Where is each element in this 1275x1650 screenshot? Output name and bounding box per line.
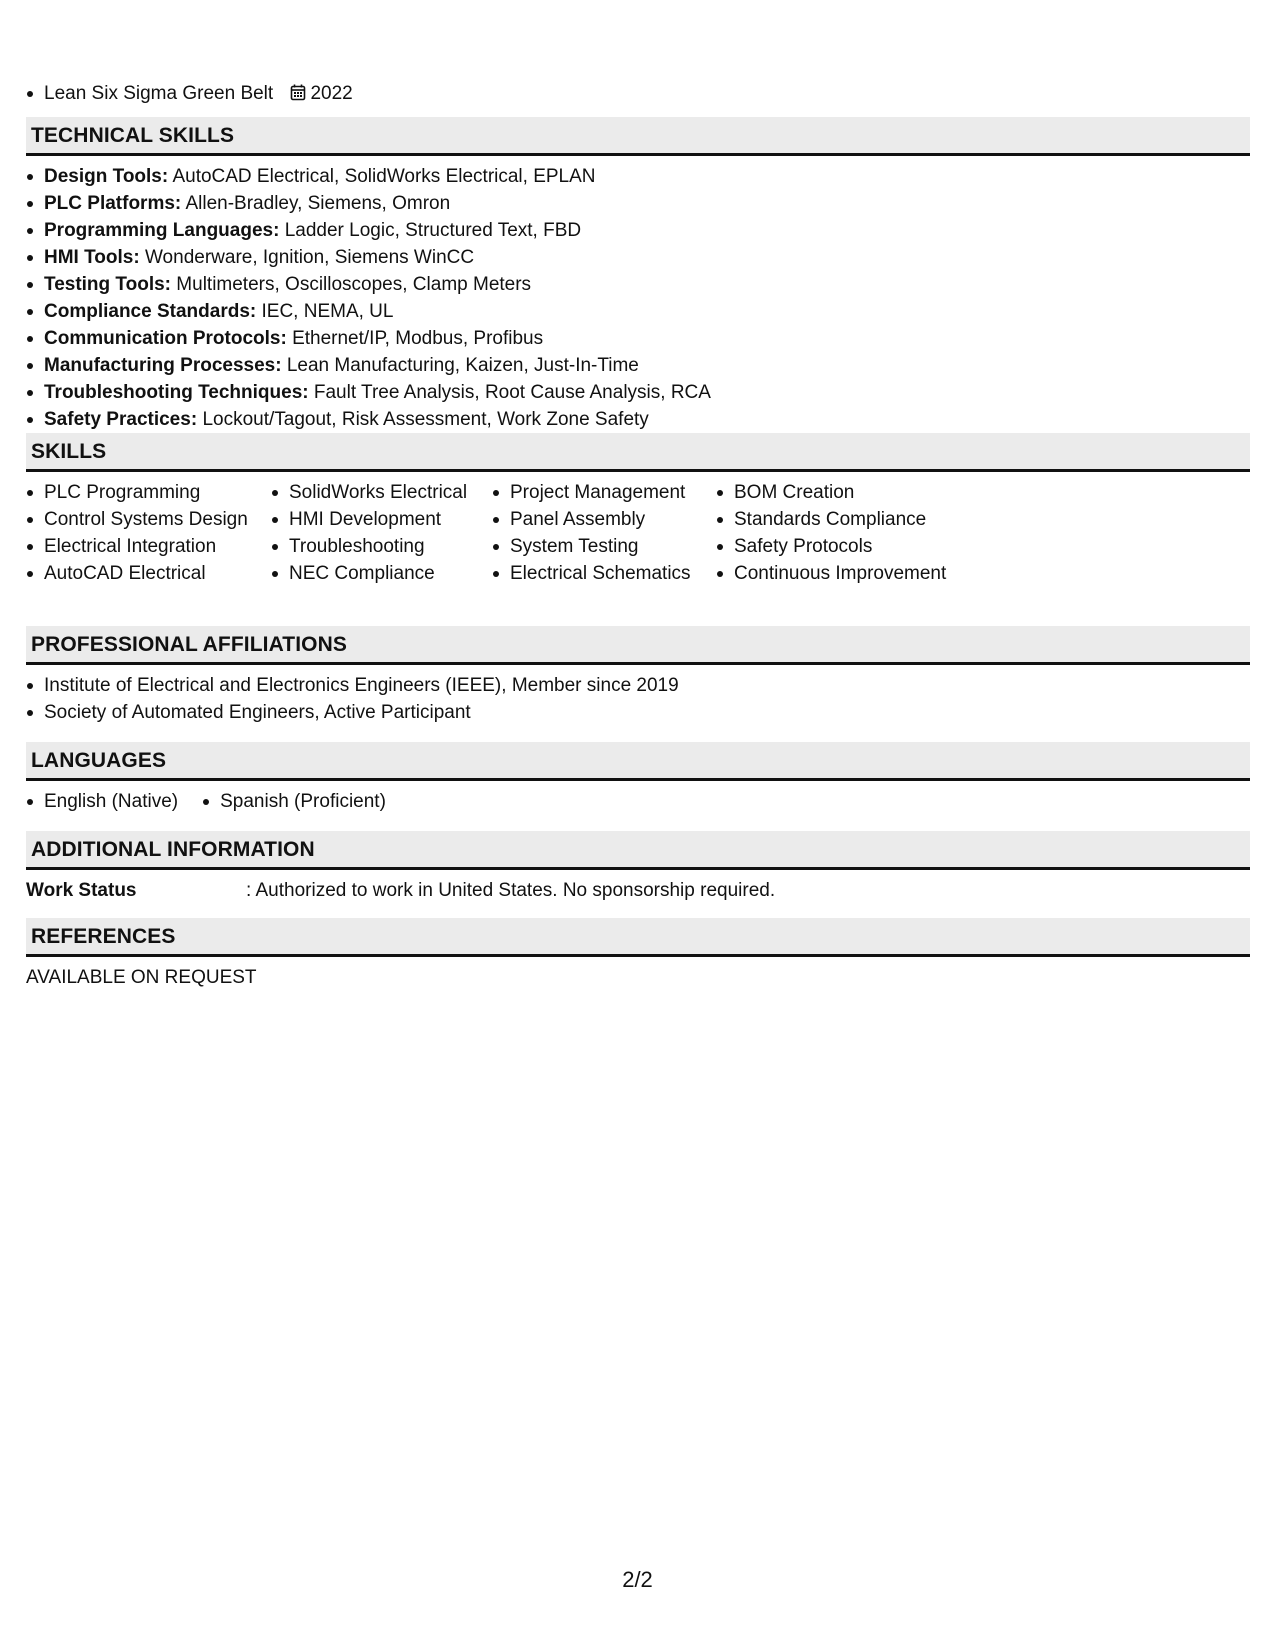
work-status-label: Work Status (26, 880, 137, 901)
technical-skill-value: Fault Tree Analysis, Root Cause Analysis, RCA (313, 382, 711, 403)
certification-name: Lean Six Sigma Green Belt (44, 83, 274, 104)
technical-skill-value: Ladder Logic, Structured Text, FBD (284, 220, 582, 241)
skill-item: PLC Programming (26, 479, 271, 506)
technical-skill-item (26, 379, 1250, 406)
skill-item: AutoCAD Electrical (26, 560, 271, 587)
technical-skill-item (26, 298, 1250, 325)
technical-skill-item (26, 217, 1250, 244)
skill-item: Safety Protocols (716, 533, 976, 560)
language-item: Spanish (Proficient) (202, 788, 386, 815)
additional-information-section (26, 831, 1250, 904)
technical-skill-value: IEC, NEMA, UL (261, 301, 394, 322)
skill-item: Troubleshooting (271, 533, 492, 560)
work-status-row (26, 877, 1250, 904)
technical-skill-item (26, 271, 1250, 298)
affiliation-item: Institute of Electrical and Electronics Engineers (IEEE), Member since 2019 (26, 672, 1250, 699)
certification-year: 2022 (310, 83, 353, 104)
technical-skill-item (26, 244, 1250, 271)
skill-item: Project Management (492, 479, 716, 506)
skills-column (716, 479, 976, 587)
skills-column (271, 479, 492, 587)
technical-skill-label: Programming Languages: (44, 220, 280, 241)
work-status-value: : Authorized to work in United States. No sponsorship required. (246, 880, 776, 901)
technical-skill-item (26, 406, 1250, 433)
technical-skill-label: HMI Tools: (44, 247, 140, 268)
technical-skill-value: Lockout/Tagout, Risk Assessment, Work Zone Safety (202, 409, 649, 430)
skills-section (26, 433, 1250, 587)
technical-skill-label: PLC Platforms: (44, 193, 182, 214)
section-header-references: REFERENCES (26, 918, 1250, 957)
language-item: English (Native) (26, 788, 178, 815)
calendar-icon (290, 82, 306, 109)
languages-list (26, 788, 1250, 815)
references-section (26, 918, 1250, 991)
technical-skills-list (26, 163, 1250, 433)
skill-item: Electrical Integration (26, 533, 271, 560)
skill-item: HMI Development (271, 506, 492, 533)
technical-skill-label: Communication Protocols: (44, 328, 287, 349)
technical-skill-item (26, 352, 1250, 379)
page-number: 2/2 (622, 1567, 653, 1592)
skill-item: NEC Compliance (271, 560, 492, 587)
technical-skill-label: Design Tools: (44, 166, 169, 187)
skill-item: Electrical Schematics (492, 560, 716, 587)
affiliations-list (26, 672, 1250, 726)
skill-item: Panel Assembly (492, 506, 716, 533)
skills-grid (26, 479, 1250, 587)
skill-item: Continuous Improvement (716, 560, 976, 587)
section-header-skills: SKILLS (26, 433, 1250, 472)
affiliations-section (26, 626, 1250, 726)
section-header-technical-skills: TECHNICAL SKILLS (26, 117, 1250, 156)
technical-skill-value: Wonderware, Ignition, Siemens WinCC (144, 247, 475, 268)
section-header-languages: LANGUAGES (26, 742, 1250, 781)
skill-item: BOM Creation (716, 479, 976, 506)
skill-item: Control Systems Design (26, 506, 271, 533)
technical-skill-item (26, 163, 1250, 190)
skill-item: SolidWorks Electrical (271, 479, 492, 506)
technical-skill-value: Ethernet/IP, Modbus, Profibus (292, 328, 544, 349)
technical-skill-value: Multimeters, Oscilloscopes, Clamp Meters (176, 274, 532, 295)
technical-skill-value: Allen-Bradley, Siemens, Omron (185, 193, 451, 214)
skills-column (492, 479, 716, 587)
technical-skill-label: Testing Tools: (44, 274, 172, 295)
certification-item (26, 80, 353, 109)
skill-item: Standards Compliance (716, 506, 976, 533)
technical-skills-section (26, 117, 1250, 433)
certifications-list (26, 80, 353, 109)
technical-skill-label: Manufacturing Processes: (44, 355, 282, 376)
technical-skill-item (26, 325, 1250, 352)
technical-skill-value: Lean Manufacturing, Kaizen, Just-In-Time (286, 355, 639, 376)
technical-skill-label: Compliance Standards: (44, 301, 257, 322)
languages-section (26, 742, 1250, 815)
references-text: AVAILABLE ON REQUEST (26, 967, 257, 988)
technical-skill-label: Safety Practices: (44, 409, 198, 430)
section-header-additional-information: ADDITIONAL INFORMATION (26, 831, 1250, 870)
affiliation-item: Society of Automated Engineers, Active Participant (26, 699, 1250, 726)
skills-column (26, 479, 271, 587)
technical-skill-label: Troubleshooting Techniques: (44, 382, 309, 403)
skill-item: System Testing (492, 533, 716, 560)
technical-skill-value: AutoCAD Electrical, SolidWorks Electrical, EPLAN (172, 166, 596, 187)
section-header-affiliations: PROFESSIONAL AFFILIATIONS (26, 626, 1250, 665)
technical-skill-item (26, 190, 1250, 217)
